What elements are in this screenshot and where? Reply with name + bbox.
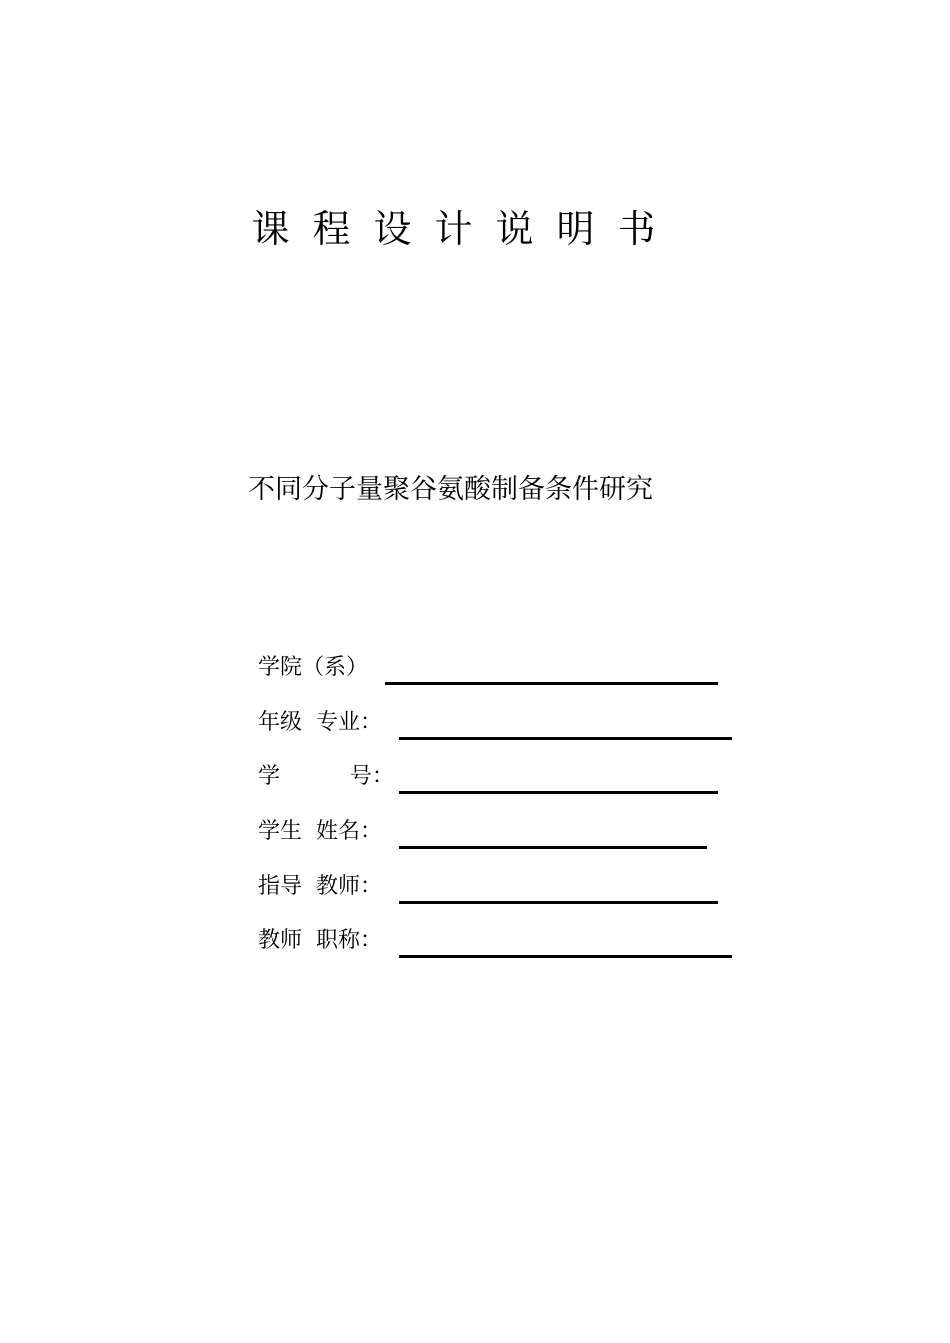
grade-major-label: 年级 专业： (258, 710, 382, 735)
page-title: 课程设计说明书 (251, 207, 679, 251)
student-name-field[interactable] (399, 846, 707, 849)
college-label: 学院（系） (258, 655, 369, 680)
thesis-title: 不同分子量聚谷氨酸制备条件研究 (248, 474, 653, 505)
student-name-label: 学生 姓名： (258, 819, 382, 844)
advisor-label: 指导 教师： (258, 874, 382, 899)
advisor-field[interactable] (399, 901, 718, 904)
student-id-label: 学 号： (258, 764, 394, 789)
grade-major-field[interactable] (399, 737, 732, 740)
advisor-title-field[interactable] (399, 955, 732, 958)
advisor-title-label: 教师 职称： (258, 928, 382, 953)
college-field[interactable] (385, 682, 718, 685)
student-id-field[interactable] (399, 791, 718, 794)
